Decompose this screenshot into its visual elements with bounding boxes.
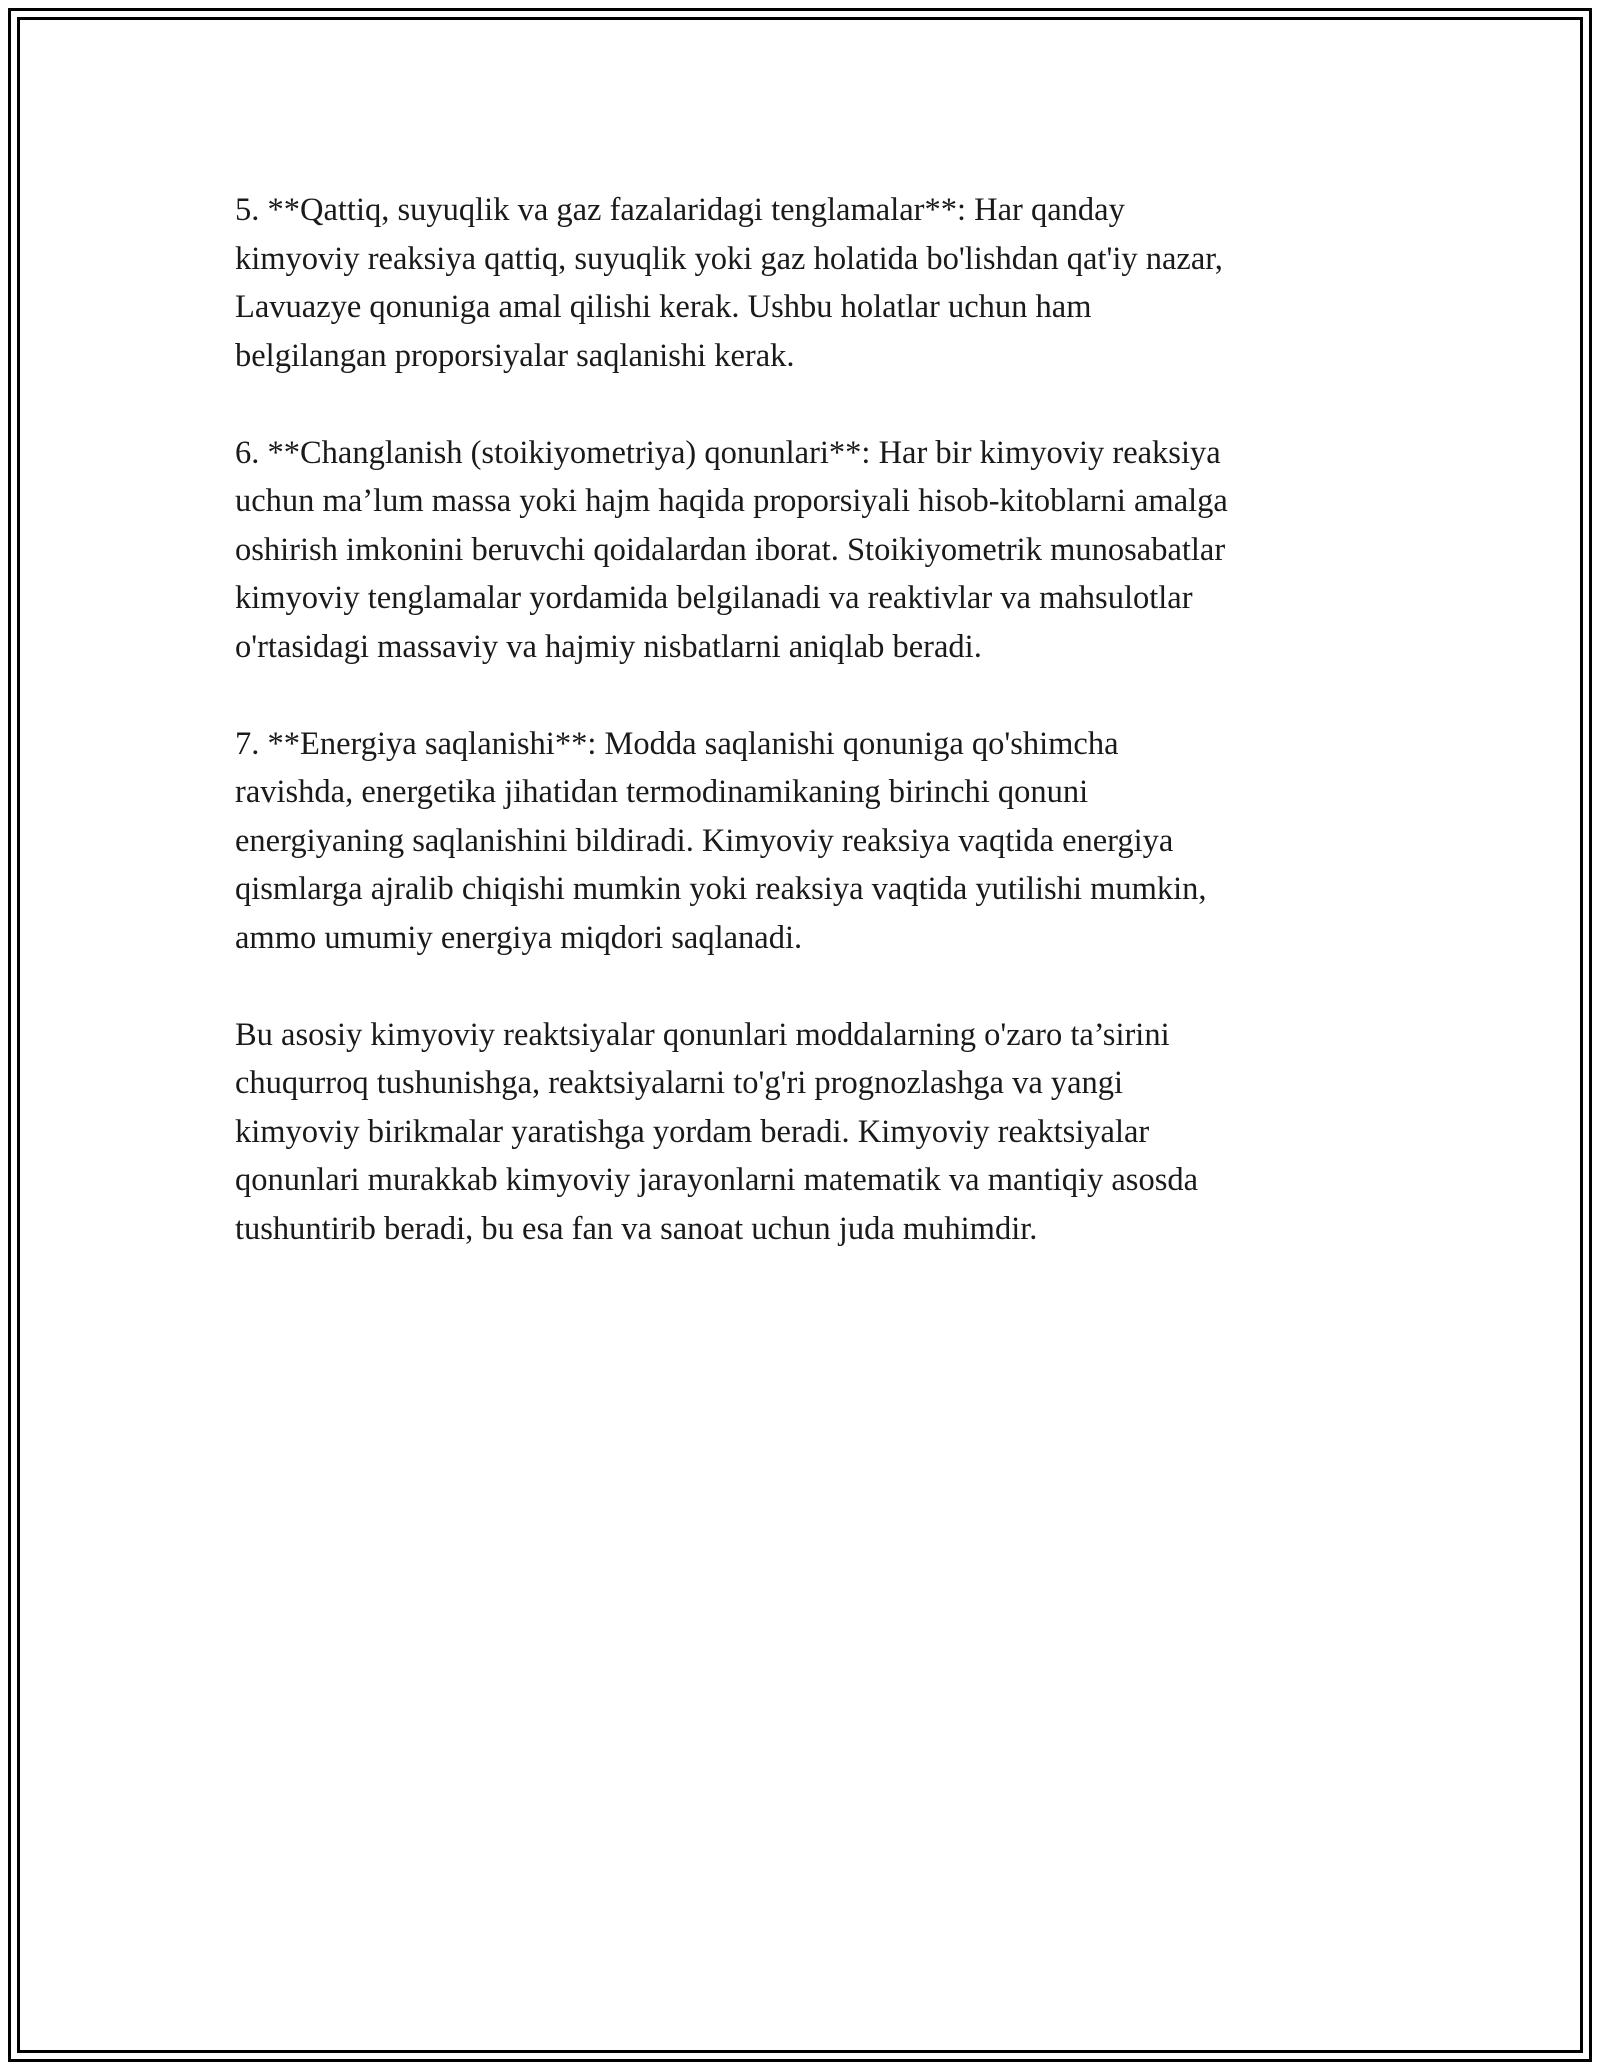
text-line: kimyoviy reaksiya qattiq, suyuqlik yoki gaz holatida bo'lishdan qat'iy nazar, [235, 240, 1223, 277]
text-line: energiyaning saqlanishini bildiradi. Kimyoviy reaksiya vaqtida energiya [235, 822, 1174, 859]
text-line: Bu asosiy kimyoviy reaktsiyalar qonunlari moddalarning o'zaro ta’sirini [235, 1016, 1170, 1053]
text-line: qonunlari murakkab kimyoviy jarayonlarni matematik va mantiqiy asosda [235, 1162, 1199, 1198]
text-line: 5. **Qattiq, suyuqlik va gaz fazalaridagi tenglamalar**: Har qanday [235, 192, 1125, 228]
text-line: qismlarga ajralib chiqishi mumkin yoki reaksiya vaqtida yutilishi mumkin, [235, 871, 1207, 907]
paragraph-5-phase-equations [235, 186, 1385, 380]
paragraph-7-energy-conservation [235, 720, 1385, 963]
text-line: kimyoviy tenglamalar yordamida belgilanadi va reaktivlar va mahsulotlar [235, 580, 1193, 616]
text-line: kimyoviy birikmalar yaratishga yordam beradi. Kimyoviy reaktsiyalar [235, 1113, 1150, 1150]
document-body [235, 186, 1385, 1302]
text-line: belgilangan proporsiyalar saqlanishi kerak. [235, 337, 795, 374]
text-line: chuqurroq tushunishga, reaktsiyalarni to'g'ri prognozlashga va yangi [235, 1065, 1124, 1101]
paragraph-6-stoichiometry [235, 429, 1385, 672]
text-line: Lavuazye qonuniga amal qilishi kerak. Ushbu holatlar uchun ham [235, 289, 1092, 325]
text-line: 6. **Changlanish (stoikiyometriya) qonunlari**: Har bir kimyoviy reaksiya [235, 434, 1221, 471]
text-line: o'rtasidagi massaviy va hajmiy nisbatlarni aniqlab beradi. [235, 628, 982, 665]
text-line: uchun ma’lum massa yoki hajm haqida proporsiyali hisob-kitoblarni amalga [235, 483, 1228, 519]
text-line: 7. **Energiya saqlanishi**: Modda saqlanishi qonuniga qo'shimcha [235, 725, 1119, 762]
paragraph-conclusion [235, 1011, 1385, 1254]
text-line: tushuntirib beradi, bu esa fan va sanoat uchun juda muhimdir. [235, 1210, 1038, 1247]
text-line: oshirish imkonini beruvchi qoidalardan iborat. Stoikiyometrik munosabatlar [235, 531, 1226, 568]
text-line: ammo umumiy energiya miqdori saqlanadi. [235, 919, 803, 956]
text-line: ravishda, energetika jihatidan termodinamikaning birinchi qonuni [235, 774, 1089, 810]
